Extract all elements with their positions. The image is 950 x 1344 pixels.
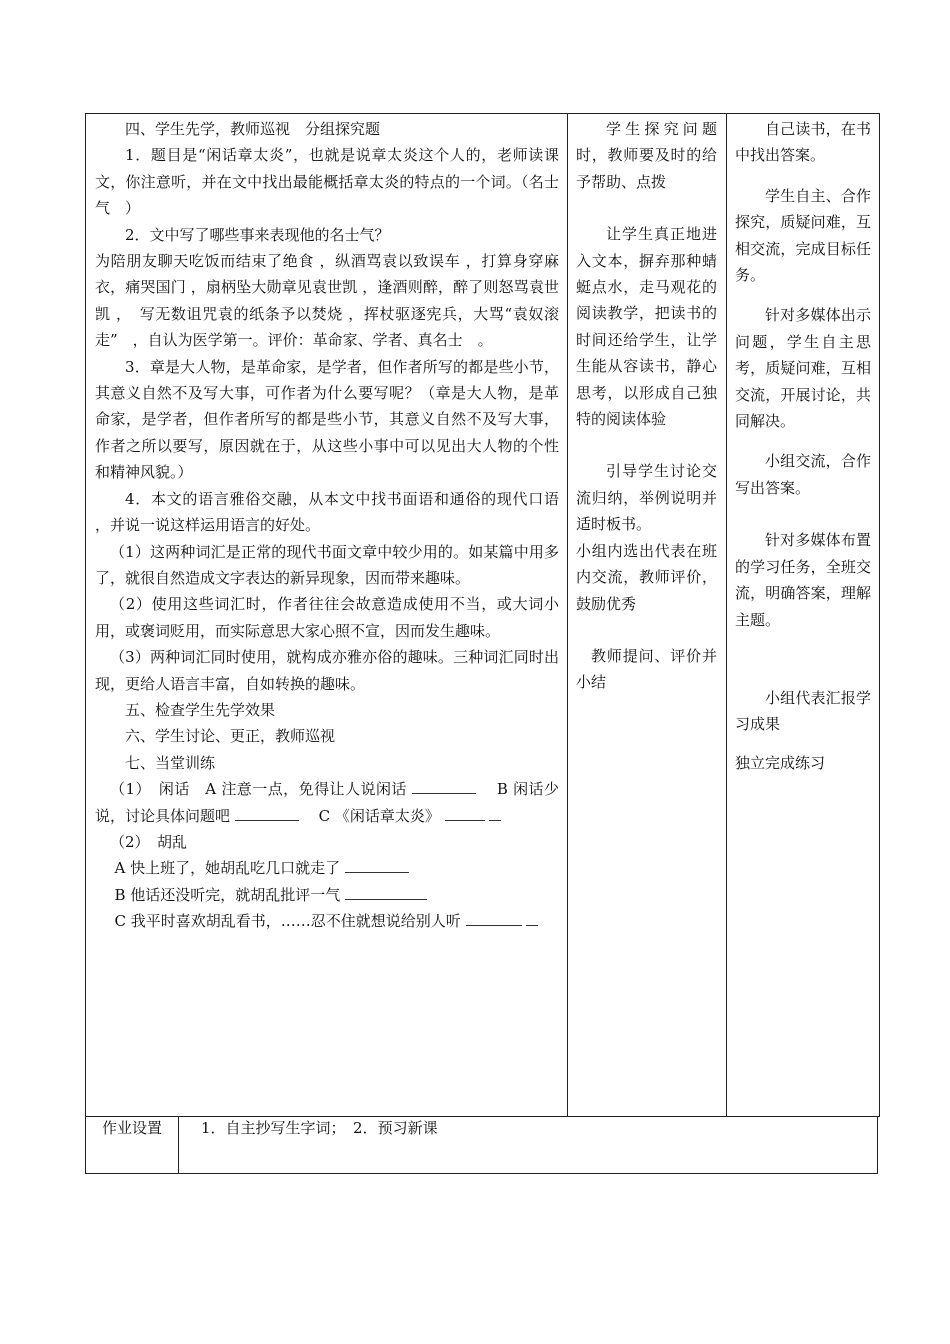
content-row [86,114,880,1117]
guidance-4: 小组内选出代表在班内交流，教师评价，鼓励优秀 [576,541,717,613]
guidance-3: 引导学生讨论交流归纳，举例说明并适时板书。 [576,462,717,534]
answer-blank[interactable] [526,911,538,926]
guidance-5: 教师提问、评价并小结 [576,646,717,692]
answer-blank[interactable] [489,806,501,821]
point-2: （2）使用这些词汇时，作者往往会故意造成使用不当，或大词小用，或褒词贬用，而实际意思大家心照不宣，因而发生趣味。 [95,595,559,640]
homework-table [85,1116,878,1174]
method-4: 小组交流，合作写出答案。 [735,452,871,497]
method-5: 针对多媒体布置的学习任务，全班交流，明确答案，理解主题。 [735,531,871,629]
exercise-2-c [95,908,559,934]
exercise-1 [95,776,559,829]
method-6: 小组代表汇报学习成果 [735,688,871,734]
lesson-plan-sheet [85,113,878,1174]
answer-blank[interactable] [235,806,299,821]
exercise-2-a-text: A 快上班了，她胡乱吃几口就走了 [114,859,341,878]
exercise-1-b: B 闲话少说，讨论具体问题吧 [95,780,559,825]
exercise-2-b-text: B 他话还没听完，就胡乱批评一气 [114,885,341,904]
method-3: 针对多媒体出示问题，学生自主思考，质疑问难，互相交流，开展讨论，共同解决。 [735,306,871,431]
exercise-1-c: C 《闲话章太炎》 [318,806,440,825]
answer-blank[interactable] [412,779,476,794]
point-1: （1）这两种词汇是正常的现代书面文章中较少用的。如某篇中用多了，就很自然造成文字表达的新异现象，因而带来趣味。 [95,542,559,587]
section-heading-4: 四、学生先学，教师巡视 分组探究题 [125,120,381,138]
exercise-2-c-text: C 我平时喜欢胡乱看书，……忍不住就想说给别人听 [114,912,461,931]
exercise-2: （2） 胡乱 [110,832,188,851]
answer-blank[interactable] [466,911,522,926]
teacher-guidance-column [568,114,727,1117]
question-2-answer: 为陪朋友聊天吃饭而结束了绝食 ，纵酒骂袁以致误车 ，打算身穿麻衣，痛哭国门 ，扇柄坠大勋章见袁世凯 ，逢酒则醉，醉了则怒骂袁世凯 ， 写无数诅咒袁的纸条予以焚烧 ，挥杖驱逐宪兵，大骂“袁奴滚走” ，自认为医学第一。评价：革命家、学者、真名士 。 [95,252,559,350]
section-heading-5: 五、检查学生先学效果 [125,700,276,719]
point-3: （3）两种词汇同时使用，就构成亦雅亦俗的趣味。三种词汇同时出现，更给人语言丰富，自如转换的趣味。 [95,648,559,693]
method-1: 自己读书，在书中找出答案。 [735,120,871,165]
answer-blank[interactable] [445,806,485,821]
homework-row [86,1117,878,1174]
guidance-2: 让学生真正地进入文本，摒弃那种蜻蜓点水，走马观花的阅读教学，把读书的时间还给学生，让学生能从容读书，静心思考，以形成自己独特的阅读体验 [576,225,717,429]
student-activity-column [86,114,568,1117]
question-4: 4．本文的语言雅俗交融，从本文中找书面语和通俗的现代口语 ，并说一说这样运用语言的好处。 [95,489,559,535]
lesson-table [85,113,880,1117]
exercise-1-a: （1） 闲话 A 注意一点，免得让人说闲话 [110,780,407,799]
question-2: 2．文中写了哪些事来表现他的名士气？ [125,225,390,244]
homework-label: 作业设置 [86,1117,179,1174]
learning-method-column [727,114,880,1117]
section-heading-7: 七、当堂训练 [125,753,216,772]
method-7: 独立完成练习 [735,753,826,772]
section-heading-6: 六、学生讨论、更正，教师巡视 [125,727,336,746]
answer-blank[interactable] [345,858,409,873]
guidance-1: 学生探究问题时，教师要及时的给予帮助、点拨 [576,120,717,191]
exercise-2-b [95,882,559,908]
exercise-2-a [95,855,559,881]
answer-blank[interactable] [345,885,427,900]
question-3: 3．章是大人物，是革命家，是学者，但作者所写的都是些小节，其意义自然不及写大事，可作者为什么要写呢？（章是大人物，是革命家，是学者，但作者所写的都是些小节，其意义自然不及写大事，作者之所以要写，原因就在于，从这些小事中可以见出大人物的个性和精神风貌。） [95,357,559,482]
method-2: 学生自主、合作探究，质疑问难，互相交流，完成目标任务。 [735,186,871,285]
question-1: 1．题目是“闲话章太炎”，也就是说章太炎这个人的，老师读课文，你注意听，并在文中找出最能概括章太炎的特点的一个词。（名士气 ） [95,146,559,218]
homework-content: 1．自主抄写生字词； 2．预习新课 [179,1117,878,1174]
